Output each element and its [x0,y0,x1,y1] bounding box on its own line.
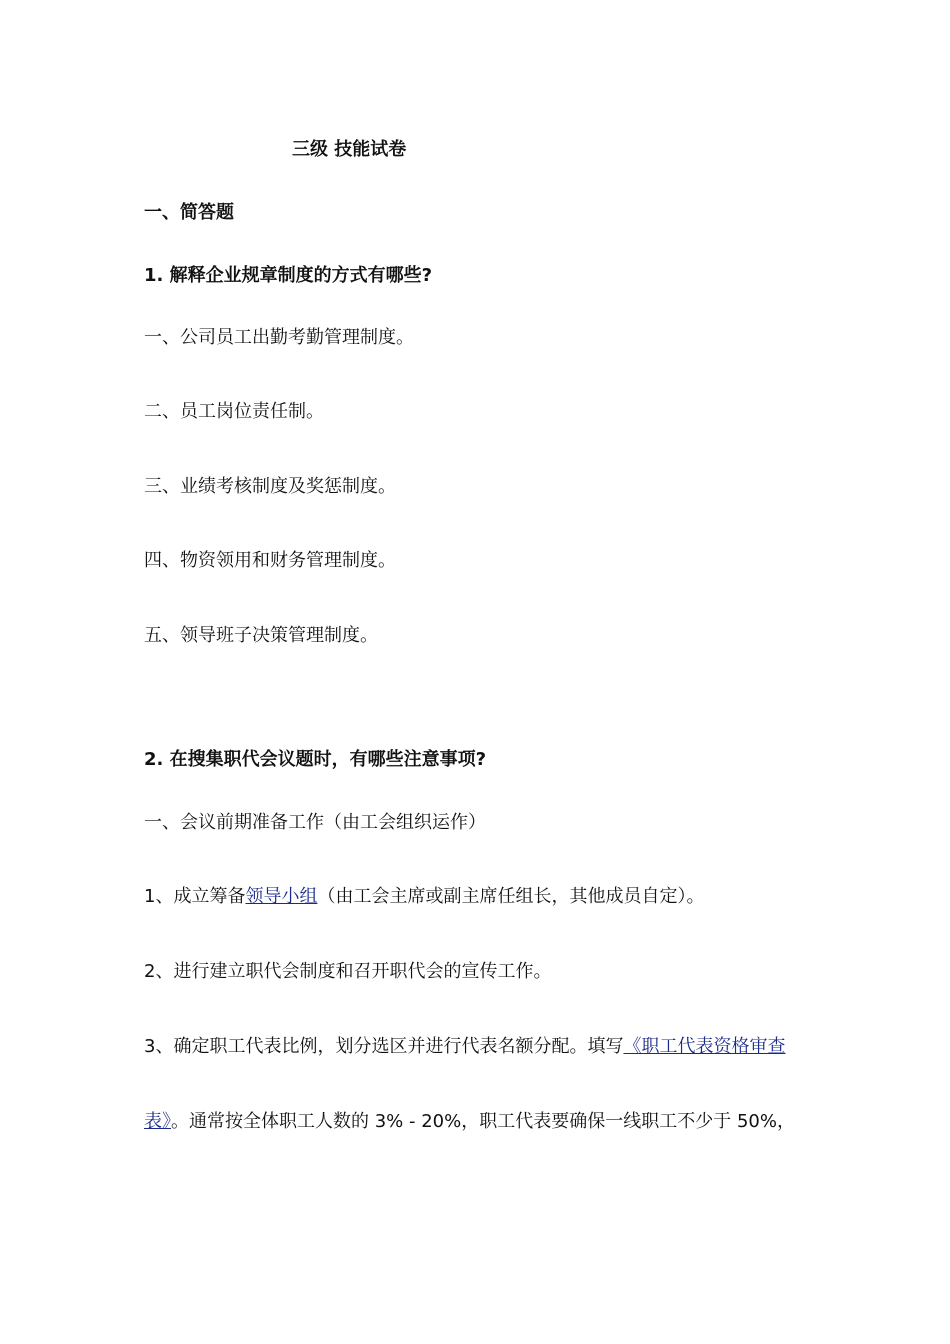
leader-group-link[interactable]: 领导小组 [245,886,318,907]
list-item [144,1034,785,1060]
item-text: 。通常按全体职工人数的 3% - 20%，职工代表要确保一线职工不少于 50%， [171,1111,795,1132]
item-text: 3、确定职工代表比例，划分选区并进行代表名额分配。填写 [144,1036,624,1057]
sub-heading: 一、会议前期准备工作（由工会组织运作） [144,812,486,833]
answer-item: 四、物资领用和财务管理制度。 [144,550,396,571]
question-1: 1. 解释企业规章制度的方式有哪些? [144,265,433,286]
list-item: 2、进行建立职代会制度和召开职代会的宣传工作。 [144,961,552,982]
question-2: 2. 在搜集职代会议题时，有哪些注意事项? [144,749,487,770]
list-item [144,884,704,910]
answer-item: 一、公司员工出勤考勤管理制度。 [144,327,414,348]
answer-item: 二、员工岗位责任制。 [144,401,324,422]
qualification-form-link-cont[interactable]: 表》 [144,1111,171,1132]
section-heading: 一、简答题 [144,202,234,223]
list-item-continued [144,1109,795,1135]
item-text: （由工会主席或副主席任组长，其他成员自定）。 [317,886,705,907]
qualification-form-link[interactable]: 《职工代表资格审查 [623,1036,786,1057]
item-text: 1、成立筹备 [144,886,246,907]
answer-item: 五、领导班子决策管理制度。 [144,625,378,646]
page-title: 三级 技能试卷 [292,139,407,160]
answer-item: 三、业绩考核制度及奖惩制度。 [144,476,396,497]
